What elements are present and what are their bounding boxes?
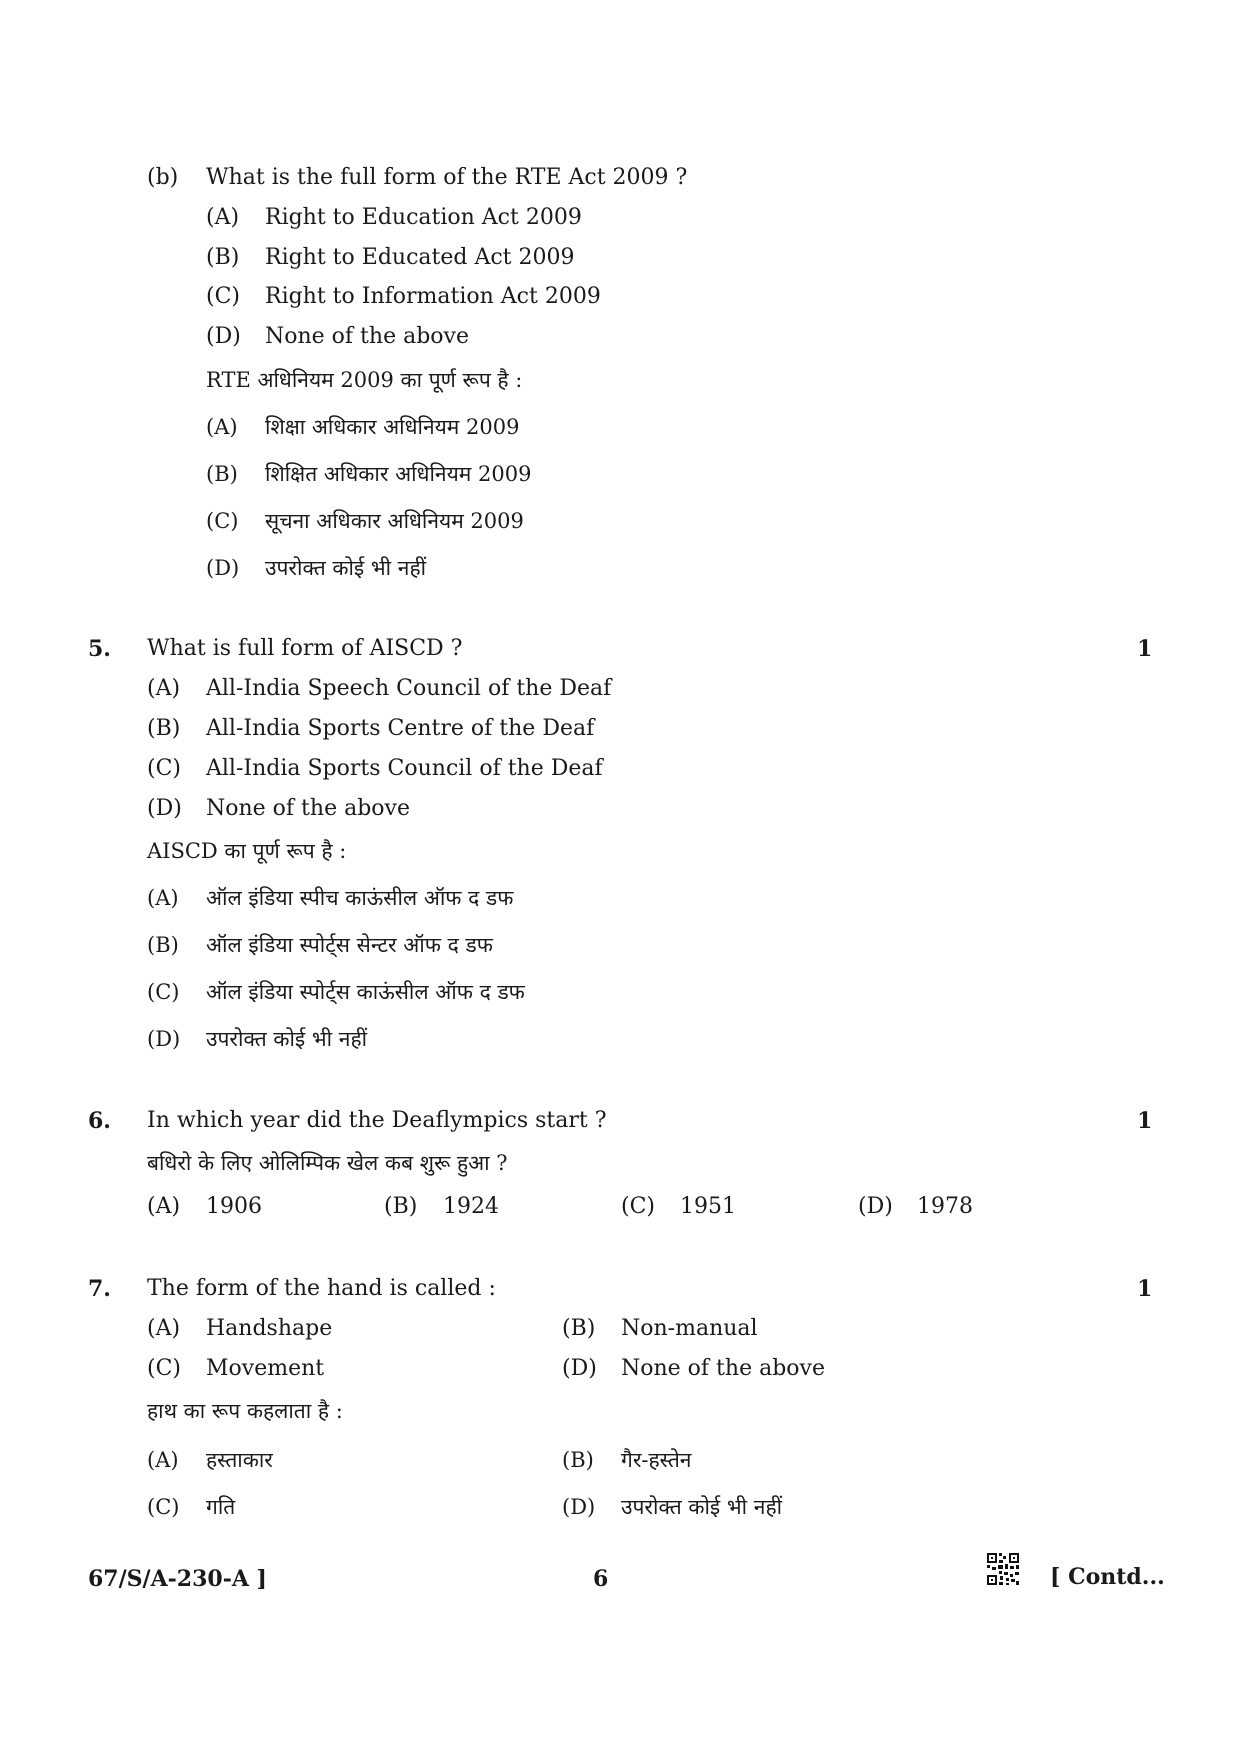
- q5-option-a-hindi: (A) ऑल इंडिया स्पीच काऊंसील ऑफ द डफ: [147, 886, 514, 910]
- q5-number: 5.: [88, 636, 111, 662]
- q4b-option-d-hindi: (D) उपरोक्त कोई भी नहीं: [206, 556, 427, 580]
- q6-marks: 1: [1137, 1108, 1153, 1134]
- continued-label: [ Contd...: [1050, 1564, 1165, 1590]
- q4b-question-hindi: RTE अधिनियम 2009 का पूर्ण रूप है :: [206, 368, 523, 392]
- q5-question: What is full form of AISCD ?: [147, 636, 463, 661]
- q7-option-c: (C) Movement: [147, 1356, 325, 1381]
- q4b-option-b-hindi: (B) शिक्षित अधिकार अधिनियम 2009: [206, 462, 532, 486]
- q7-number: 7.: [88, 1276, 111, 1302]
- q6-option-b: (B) 1924: [384, 1194, 499, 1219]
- q7-option-d: (D) None of the above: [562, 1356, 825, 1381]
- q6-question: In which year did the Deaflympics start ?: [147, 1108, 607, 1133]
- q7-option-d-hindi: (D) उपरोक्त कोई भी नहीं: [562, 1495, 783, 1519]
- q5-marks: 1: [1137, 636, 1153, 662]
- q7-question-hindi: हाथ का रूप कहलाता है :: [147, 1399, 343, 1423]
- q5-option-a: (A) All-India Speech Council of the Deaf: [147, 676, 612, 701]
- qr-code-icon: [986, 1552, 1020, 1586]
- q5-option-b: (B) All-India Sports Centre of the Deaf: [147, 716, 595, 741]
- page-number: 6: [593, 1566, 609, 1592]
- q6-option-d: (D) 1978: [858, 1194, 973, 1219]
- q5-option-c: (C) All-India Sports Council of the Deaf: [147, 756, 603, 781]
- q6-option-a: (A) 1906: [147, 1194, 262, 1219]
- q4b-question: What is the full form of the RTE Act 2009 ?: [206, 165, 688, 190]
- q7-question: The form of the hand is called :: [147, 1276, 496, 1301]
- q5-option-d: (D) None of the above: [147, 796, 410, 821]
- q7-option-c-hindi: (C) गति: [147, 1495, 236, 1519]
- q6-option-c: (C) 1951: [621, 1194, 736, 1219]
- q7-option-a: (A) Handshape: [147, 1316, 333, 1341]
- q4b-option-c: (C) Right to Information Act 2009: [206, 284, 601, 309]
- q4b-option-a-hindi: (A) शिक्षा अधिकार अधिनियम 2009: [206, 415, 520, 439]
- q6-question-hindi: बधिरो के लिए ओलिम्पिक खेल कब शुरू हुआ ?: [147, 1151, 508, 1175]
- q4b-option-b: (B) Right to Educated Act 2009: [206, 245, 575, 270]
- q6-number: 6.: [88, 1108, 111, 1134]
- q4b-option-a: (A) Right to Education Act 2009: [206, 205, 582, 230]
- q4b-option-d: (D) None of the above: [206, 324, 469, 349]
- q7-option-b: (B) Non-manual: [562, 1316, 758, 1341]
- q5-option-b-hindi: (B) ऑल इंडिया स्पोर्ट्स सेन्टर ऑफ द डफ: [147, 933, 493, 957]
- q4b-option-c-hindi: (C) सूचना अधिकार अधिनियम 2009: [206, 509, 524, 533]
- q5-option-d-hindi: (D) उपरोक्त कोई भी नहीं: [147, 1027, 368, 1051]
- q4b-label: (b): [147, 165, 179, 190]
- paper-code: 67/S/A-230-A ]: [88, 1566, 267, 1592]
- q7-marks: 1: [1137, 1276, 1153, 1302]
- q5-option-c-hindi: (C) ऑल इंडिया स्पोर्ट्स काऊंसील ऑफ द डफ: [147, 980, 525, 1004]
- q5-question-hindi: AISCD का पूर्ण रूप है :: [147, 839, 347, 863]
- q7-option-b-hindi: (B) गैर-हस्तेन: [562, 1448, 692, 1472]
- q7-option-a-hindi: (A) हस्ताकार: [147, 1448, 273, 1472]
